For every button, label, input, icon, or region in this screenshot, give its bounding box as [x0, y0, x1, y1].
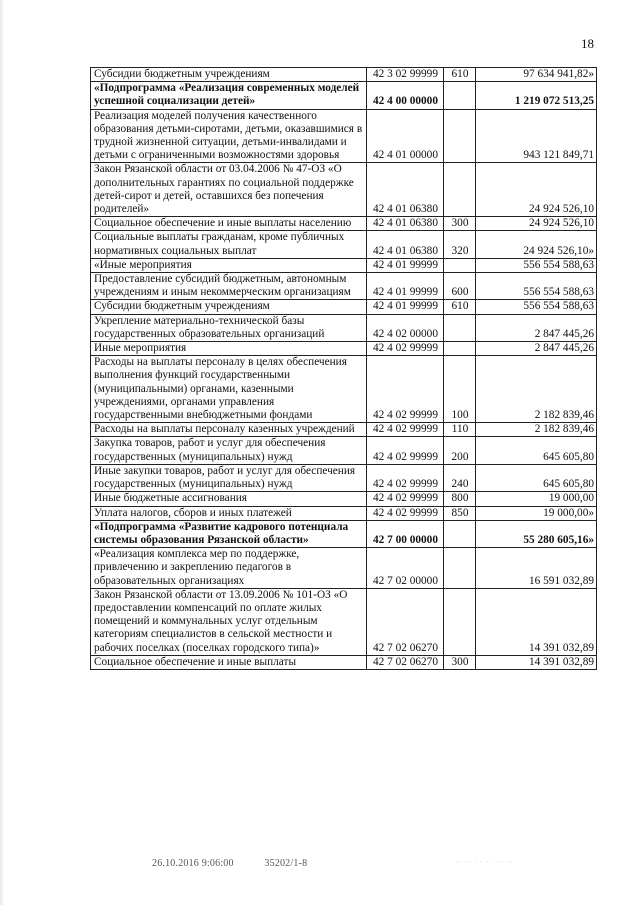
row-code: 42 3 02 99999 [367, 68, 444, 82]
table-row [91, 217, 597, 231]
table-row [91, 342, 597, 356]
footer-doc-id: 35202/1-8 [264, 858, 308, 869]
row-name: Социальные выплаты гражданам, кроме публичных нормативных социальных выплат [91, 231, 367, 258]
table-row [91, 109, 597, 163]
row-code: 42 4 02 99999 [367, 492, 444, 506]
row-name: Расходы на выплаты персоналу казенных учреждений [91, 423, 367, 437]
row-name: «Реализация комплекса мер по поддержке, привлечению и закреплению педагогов в образовательных организациях [91, 548, 367, 589]
row-sum: 14 391 032,89 [476, 588, 597, 655]
row-code: 42 4 02 99999 [367, 356, 444, 423]
scan-edge [0, 0, 4, 905]
row-sum: 2 847 445,26 [476, 342, 597, 356]
row-sum: 2 847 445,26 [476, 314, 597, 341]
row-sum: 24 924 526,10 [476, 163, 597, 217]
row-type: 100 [444, 356, 476, 423]
row-code: 42 4 02 99999 [367, 464, 444, 491]
row-type: 610 [444, 68, 476, 82]
row-code: 42 4 02 00000 [367, 314, 444, 341]
row-sum: 24 924 526,10 [476, 217, 597, 231]
row-sum: 16 591 032,89 [476, 548, 597, 589]
row-sum: 645 605,80 [476, 437, 597, 464]
table-row [91, 548, 597, 589]
row-type: 850 [444, 506, 476, 520]
row-code: 42 7 00 00000 [367, 520, 444, 547]
row-type [444, 314, 476, 341]
row-type [444, 588, 476, 655]
row-type [444, 163, 476, 217]
row-name: Уплата налогов, сборов и иных платежей [91, 506, 367, 520]
row-type: 300 [444, 655, 476, 669]
row-type: 610 [444, 300, 476, 314]
table-row [91, 655, 597, 669]
row-name: Иные закупки товаров, работ и услуг для обеспечения государственных (муниципальных) нужд [91, 464, 367, 491]
row-code: 42 4 01 06380 [367, 163, 444, 217]
table-row [91, 356, 597, 423]
row-type [444, 548, 476, 589]
row-type: 240 [444, 464, 476, 491]
row-code: 42 7 02 00000 [367, 548, 444, 589]
row-sum: 2 182 839,46 [476, 423, 597, 437]
row-name: Закон Рязанской области от 13.09.2006 № 101-ОЗ «О предоставлении компенсаций по оплате жилых помещений и коммунальных услуг отдельным категориям специалистов в сельской местности и рабочих поселках (поселках городского типа)» [91, 588, 367, 655]
row-name: Иные бюджетные ассигнования [91, 492, 367, 506]
row-code: 42 4 01 06380 [367, 217, 444, 231]
row-code: 42 4 01 99999 [367, 258, 444, 272]
table-row [91, 314, 597, 341]
row-type [444, 82, 476, 109]
table-row [91, 423, 597, 437]
row-code: 42 4 02 99999 [367, 342, 444, 356]
row-name: Укрепление материально-технической базы государственных образовательных организаций [91, 314, 367, 341]
row-type: 600 [444, 273, 476, 300]
row-sum: 645 605,80 [476, 464, 597, 491]
row-name: «Подпрограмма «Реализация современных моделей успешной социализации детей» [91, 82, 367, 109]
row-sum: 55 280 605,16» [476, 520, 597, 547]
table-row [91, 437, 597, 464]
row-sum: 19 000,00» [476, 506, 597, 520]
row-type: 200 [444, 437, 476, 464]
row-type [444, 258, 476, 272]
row-sum: 97 634 941,82» [476, 68, 597, 82]
row-type [444, 109, 476, 163]
row-code: 42 4 01 06380 [367, 231, 444, 258]
table-row [91, 273, 597, 300]
row-name: Закупка товаров, работ и услуг для обеспечения государственных (муниципальных) нужд [91, 437, 367, 464]
row-sum: 943 121 849,71 [476, 109, 597, 163]
row-name: Расходы на выплаты персоналу в целях обеспечения выполнения функций государственными (муниципальными) органами, казенными учреждениями, органами управления государственными внебюджетными фондами [91, 356, 367, 423]
row-name: Субсидии бюджетным учреждениям [91, 300, 367, 314]
row-type [444, 342, 476, 356]
row-code: 42 4 01 00000 [367, 109, 444, 163]
scan-noise: ·· ·· ·· ·· ·· ·· [455, 858, 514, 867]
row-type [444, 520, 476, 547]
budget-table-body [91, 68, 597, 670]
row-name: Предоставление субсидий бюджетным, автономным учреждениям и иным некоммерческим организациям [91, 273, 367, 300]
row-sum: 556 554 588,63 [476, 258, 597, 272]
row-sum: 1 219 072 513,25 [476, 82, 597, 109]
row-code: 42 4 02 99999 [367, 423, 444, 437]
row-name: Реализация моделей получения качественного образования детьми-сиротами, детьми, оказавшимися в трудной жизненной ситуации, детьми-инвалидами и детьми с ограниченными возможностями здоровья [91, 109, 367, 163]
table-row [91, 300, 597, 314]
budget-table [90, 67, 597, 670]
table-row [91, 231, 597, 258]
row-name: Закон Рязанской области от 03.04.2006 № 47-ОЗ «О дополнительных гарантиях по социальной поддержке детей-сирот и детей, оставшихся без попечения родителей» [91, 163, 367, 217]
table-row [91, 588, 597, 655]
row-code: 42 4 01 99999 [367, 273, 444, 300]
table-row [91, 258, 597, 272]
row-code: 42 4 02 99999 [367, 506, 444, 520]
row-name: Социальное обеспечение и иные выплаты населению [91, 217, 367, 231]
row-name: Субсидии бюджетным учреждениям [91, 68, 367, 82]
table-row [91, 68, 597, 82]
row-sum: 2 182 839,46 [476, 356, 597, 423]
page-number: 18 [581, 36, 594, 51]
row-code: 42 7 02 06270 [367, 655, 444, 669]
row-code: 42 7 02 06270 [367, 588, 444, 655]
table-row [91, 464, 597, 491]
row-name: Иные мероприятия [91, 342, 367, 356]
table-row [91, 492, 597, 506]
footer-datetime: 26.10.2016 9:06:00 [152, 858, 234, 869]
table-row [91, 506, 597, 520]
table-row [91, 520, 597, 547]
row-name: «Подпрограмма «Развитие кадрового потенциала системы образования Рязанской области» [91, 520, 367, 547]
row-name: «Иные мероприятия [91, 258, 367, 272]
row-sum: 24 924 526,10» [476, 231, 597, 258]
table-row [91, 82, 597, 109]
footer [152, 858, 307, 869]
row-type: 320 [444, 231, 476, 258]
row-type: 300 [444, 217, 476, 231]
row-code: 42 4 00 00000 [367, 82, 444, 109]
row-type: 110 [444, 423, 476, 437]
row-type: 800 [444, 492, 476, 506]
row-name: Социальное обеспечение и иные выплаты [91, 655, 367, 669]
row-sum: 556 554 588,63 [476, 273, 597, 300]
row-sum: 556 554 588,63 [476, 300, 597, 314]
row-code: 42 4 01 99999 [367, 300, 444, 314]
row-code: 42 4 02 99999 [367, 437, 444, 464]
table-row [91, 163, 597, 217]
row-sum: 19 000,00 [476, 492, 597, 506]
row-sum: 14 391 032,89 [476, 655, 597, 669]
